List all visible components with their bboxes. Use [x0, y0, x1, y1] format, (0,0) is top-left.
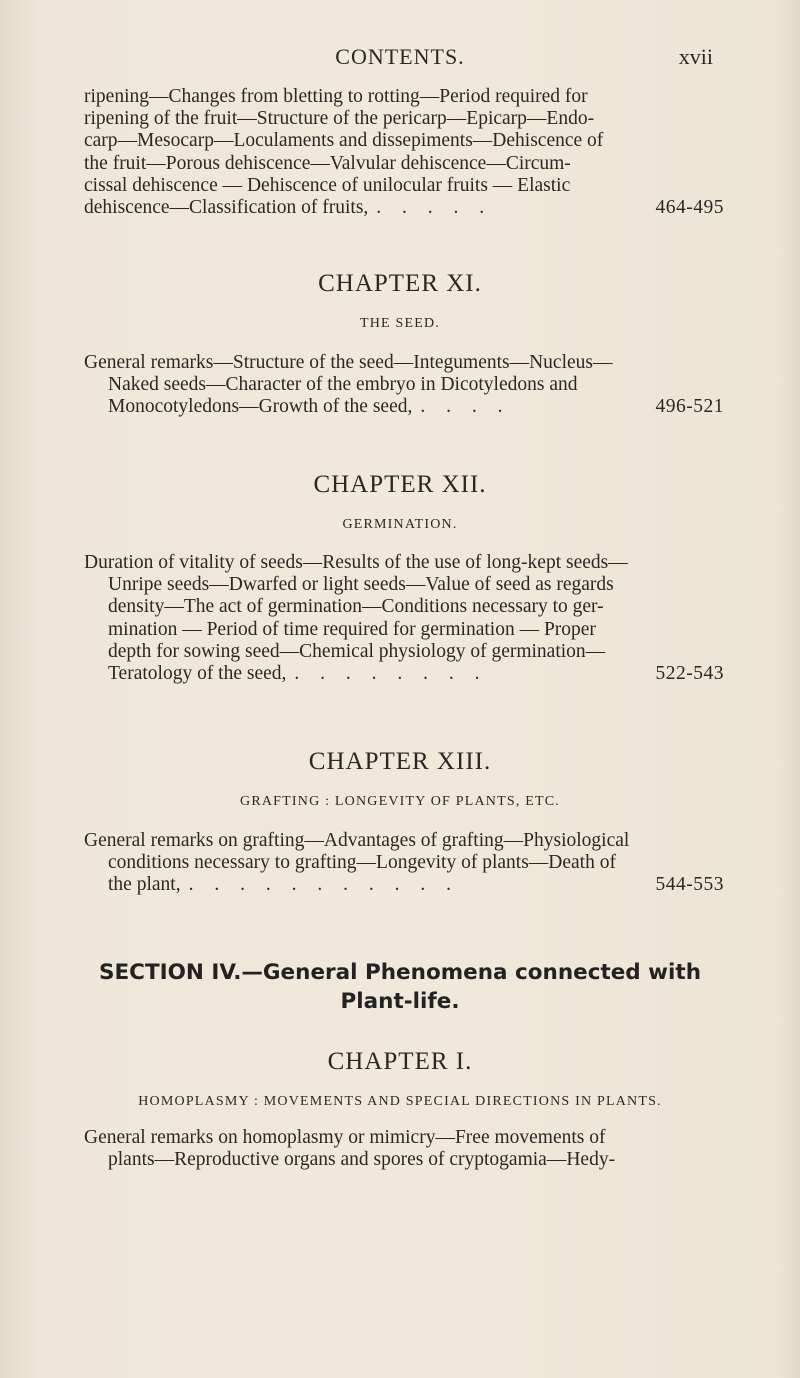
- section-heading: [0, 958, 800, 1016]
- chapter-heading: CHAPTER I.: [327, 1048, 473, 1075]
- toc-entry-homoplasmy: [84, 1127, 724, 1171]
- chapter-heading: CHAPTER XII.: [313, 471, 487, 498]
- toc-line: the fruit—Porous dehiscence—Valvular dehiscence—Circum-: [84, 152, 571, 174]
- chapter-subtitle: THE SEED.: [359, 316, 440, 331]
- chapter-subtitle: HOMOPLASMY : MOVEMENTS AND SPECIAL DIRECTIONS IN PLANTS.: [138, 1094, 662, 1109]
- page-range: 464-495: [655, 197, 724, 219]
- toc-line: carp—Mesocarp—Loculaments and dissepiments—Dehiscence of: [84, 130, 604, 152]
- toc-line: conditions necessary to grafting—Longevity of plants—Death of: [108, 852, 616, 874]
- toc-line-text: dehiscence—Classification of fruits,: [84, 197, 369, 219]
- page-range: 522-543: [655, 663, 724, 685]
- page-range: 496-521: [655, 396, 724, 418]
- toc-entry-germination: [84, 552, 724, 685]
- toc-line-final: [84, 663, 724, 685]
- toc-line: General remarks on homoplasmy or mimicry—Free movements of: [84, 1127, 606, 1148]
- toc-line-text: Teratology of the seed,: [108, 663, 287, 685]
- toc-line: General remarks on grafting—Advantages of grafting—Physiological: [84, 830, 630, 851]
- toc-line-text: the plant,: [108, 874, 181, 896]
- section-heading-line: Plant-life.: [340, 989, 460, 1014]
- toc-line: plants—Reproductive organs and spores of cryptogamia—Hedy-: [108, 1149, 616, 1171]
- toc-line: depth for sowing seed—Chemical physiology of germination—: [108, 640, 606, 662]
- toc-line: cissal dehiscence — Dehiscence of unilocular fruits — Elastic: [84, 174, 571, 196]
- chapter-heading: CHAPTER XIII.: [308, 748, 492, 775]
- toc-entry-grafting: [84, 830, 724, 897]
- leader-dots: . . . .: [420, 396, 511, 418]
- chapter-subtitle: GERMINATION.: [342, 517, 458, 532]
- toc-line: density—The act of germination—Conditions necessary to ger-: [108, 596, 604, 618]
- chapter-heading: CHAPTER XI.: [318, 270, 482, 297]
- toc-line: General remarks—Structure of the seed—Integuments—Nucleus—: [84, 352, 613, 373]
- toc-line: Duration of vitality of seeds—Results of the use of long-kept seeds—: [84, 552, 628, 573]
- running-head: [0, 40, 800, 70]
- page-range: 544-553: [655, 874, 724, 896]
- toc-line: ripening of the fruit—Structure of the pericarp—Epicarp—Endo-: [84, 108, 595, 130]
- toc-line-final: [84, 874, 724, 896]
- section-heading-line: SECTION IV.—General Phenomena connected with: [99, 960, 701, 985]
- toc-entry-seed: [84, 352, 724, 419]
- toc-entry-fruit: [84, 86, 724, 219]
- page-number: xvii: [678, 44, 713, 69]
- toc-line: Unripe seeds—Dwarfed or light seeds—Value of seed as regards: [108, 574, 614, 596]
- toc-line: mination — Period of time required for germination — Proper: [108, 618, 596, 640]
- leader-dots: . . . . . . . . . . .: [188, 874, 459, 896]
- toc-line-final: [84, 396, 724, 418]
- toc-line: Naked seeds—Character of the embryo in Dicotyledons and: [108, 374, 578, 396]
- running-head-title: CONTENTS.: [335, 44, 465, 69]
- leader-dots: . . . . . . . .: [294, 663, 488, 685]
- toc-line-final: [84, 197, 724, 219]
- chapter-subtitle: GRAFTING : LONGEVITY OF PLANTS, ETC.: [240, 794, 560, 809]
- leader-dots: . . . . .: [376, 197, 493, 219]
- toc-line: ripening—Changes from bletting to rotting—Period required for: [84, 86, 588, 107]
- toc-line-text: Monocotyledons—Growth of the seed,: [108, 396, 413, 418]
